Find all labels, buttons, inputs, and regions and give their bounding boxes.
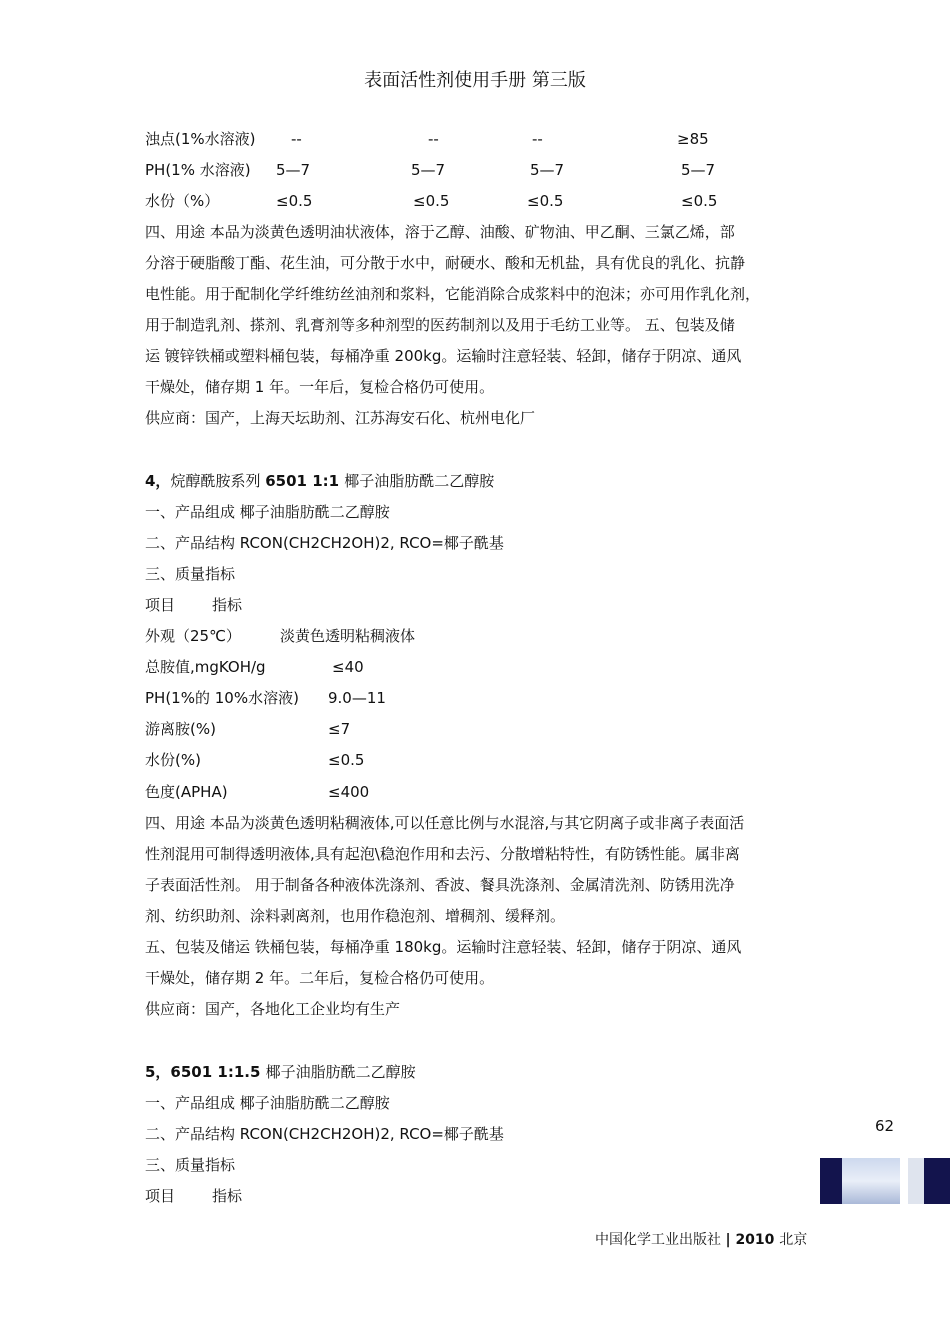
table1-label: PH(1% 水溶液): [145, 161, 251, 179]
table1-cell: ≤0.5: [681, 192, 718, 210]
spec-value: ≤400: [328, 783, 370, 801]
table1-cell: ≤0.5: [527, 192, 564, 210]
composition-line: 一、产品组成 椰子油脂肪酰二乙醇胺: [145, 1094, 390, 1112]
paragraph-line: 用于制造乳剂、搽剂、乳膏剂等多种剂型的医药制剂以及用于毛纺工业等。 五、包装及储: [145, 316, 735, 334]
paragraph-line: 五、包装及储运 铁桶包装，每桶净重 180kg。运输时注意轻装、轻卸，储存于阴凉、通风: [145, 938, 742, 956]
table1-cell: ≥85: [677, 130, 709, 148]
section-code: 5，6501 1:1.5: [145, 1063, 266, 1081]
paragraph-line: 分溶于硬脂酸丁酯、花生油，可分散于水中，耐硬水、酸和无机盐，具有优良的乳化、抗静: [145, 254, 746, 272]
composition-line: 一、产品组成 椰子油脂肪酰二乙醇胺: [145, 503, 390, 521]
footer-city: 北京: [779, 1232, 808, 1248]
spec-label: 外观（25℃）: [145, 627, 241, 645]
spec-head-label: 项目: [145, 1187, 176, 1205]
paragraph-line: 四、用途 本品为淡黄色透明粘稠液体,可以任意比例与水混溶,与其它阴离子或非离子表面活: [145, 814, 745, 832]
section-heading: [145, 471, 494, 491]
paragraph-line: 性剂混用可制得透明液体,具有起泡\稳泡作用和去污、分散增粘特性，有防锈性能。属非离: [145, 845, 740, 863]
spec-value: 9.0—11: [328, 689, 386, 707]
footer: [595, 1229, 807, 1249]
quality-heading: 三、质量指标: [145, 1156, 236, 1174]
table1-label: 浊点(1%水溶液): [145, 130, 256, 148]
structure-line: 二、产品结构 RCON(CH2CH2OH)2, RCO=椰子酰基: [145, 534, 504, 552]
spec-label: 色度(APHA): [145, 783, 228, 801]
section-number: 4，: [145, 472, 171, 490]
table1-cell: ≤0.5: [276, 192, 313, 210]
decorative-banner: [820, 1158, 950, 1204]
spec-label: 总胺值,mgKOH/g: [145, 658, 266, 676]
table1-cell: --: [291, 130, 302, 148]
paragraph-line: 干燥处，储存期 2 年。二年后，复检合格仍可使用。: [145, 969, 495, 987]
page-title: 表面活性剂使用手册 第三版: [364, 70, 586, 91]
table1-cell: --: [428, 130, 439, 148]
table1-cell: ≤0.5: [413, 192, 450, 210]
spec-label: 游离胺(%): [145, 720, 216, 738]
spec-label: 水份(%): [145, 751, 201, 769]
paragraph-line: 电性能。用于配制化学纤维纺丝油剂和浆料，它能消除合成浆料中的泡沫；亦可用作乳化剂，: [145, 285, 761, 303]
supplier-line: 供应商：国产，各地化工企业均有生产: [145, 1000, 401, 1018]
paragraph-line: 运 镀锌铁桶或塑料桶包装，每桶净重 200kg。运输时注意轻装、轻卸，储存于阴凉、通风: [145, 347, 742, 365]
paragraph-line: 干燥处，储存期 1 年。一年后，复检合格仍可使用。: [145, 378, 495, 396]
spec-value: ≤7: [328, 720, 351, 738]
paragraph-line: 剂、纺织助剂、涂料剥离剂，也用作稳泡剂、增稠剂、缓释剂。: [145, 907, 566, 925]
section-code: 6501 1:1: [265, 472, 345, 490]
spec-value: ≤0.5: [328, 751, 365, 769]
paragraph-line: 子表面活性剂。 用于制备各种液体洗涤剂、香波、餐具洗涤剂、金属清洗剂、防锈用洗净: [145, 876, 735, 894]
section-heading: [145, 1062, 416, 1082]
section-name: 椰子油脂肪酰二乙醇胺: [344, 472, 495, 490]
footer-year: | 2010: [725, 1232, 780, 1248]
table1-cell: --: [532, 130, 543, 148]
spec-label: PH(1%的 10%水溶液): [145, 689, 299, 707]
quality-heading: 三、质量指标: [145, 565, 236, 583]
spec-value: 淡黄色透明粘稠液体: [280, 627, 416, 645]
footer-publisher: 中国化学工业出版社: [595, 1232, 726, 1248]
table1-cell: 5—7: [411, 161, 446, 179]
table1-cell: 5—7: [681, 161, 716, 179]
table1-label: 水份（%）: [145, 192, 220, 210]
supplier-line: 供应商：国产，上海天坛助剂、江苏海安石化、杭州电化厂: [145, 409, 536, 427]
section-name: 椰子油脂肪酰二乙醇胺: [265, 1063, 416, 1081]
page-number: 62: [875, 1117, 895, 1135]
table1-cell: 5—7: [276, 161, 311, 179]
table1-cell: 5—7: [530, 161, 565, 179]
paragraph-line: 四、用途 本品为淡黄色透明油状液体，溶于乙醇、油酸、矿物油、甲乙酮、三氯乙烯，部: [145, 223, 735, 241]
section-series: 烷醇酰胺系列: [170, 472, 266, 490]
spec-head-value: 指标: [212, 596, 243, 614]
structure-line: 二、产品结构 RCON(CH2CH2OH)2, RCO=椰子酰基: [145, 1125, 504, 1143]
spec-head-label: 项目: [145, 596, 176, 614]
spec-head-value: 指标: [212, 1187, 243, 1205]
spec-value: ≤40: [332, 658, 364, 676]
